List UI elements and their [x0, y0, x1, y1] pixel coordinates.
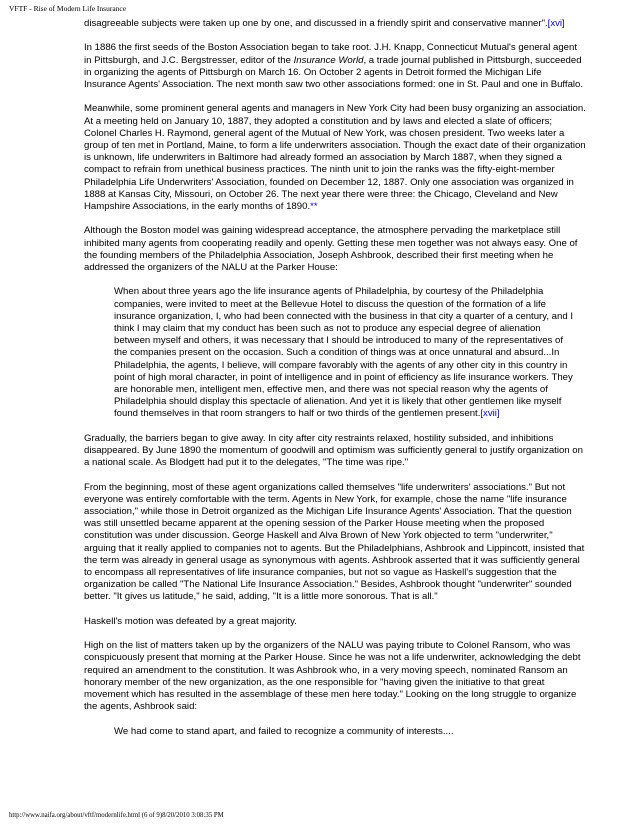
print-footer-url: http://www.naifa.org/about/vftf/modernlife.html (6 of 9)8/20/2010 3:08:35 PM — [9, 812, 224, 819]
paragraph — [84, 18, 586, 30]
publication-title: Insurance World — [293, 54, 364, 66]
paragraph: High on the list of matters taken up by the organizers of the NALU was paying tribute to Colonel Ransom, who was conspicuously present that morning at the Parker House. Since he was not a life underwriter, acknowledging the debt required an amendment to the constitution. It was Ashbrook who, in a very moving speech, nominated Ransom an honorary member of the new organization, as the one responsible for "having given the initiative to that great movement which has resulted in the assemblage of these men here today." Looking on the long struggle to organize the agents, Ashbrook said: — [84, 640, 581, 713]
block-quote: We had come to stand apart, and failed to recognize a community of interests.... — [114, 725, 454, 737]
paragraph: From the beginning, most of these agent organizations called themselves "life underwriters' associations." But not everyone was entirely comfortable with the term. Agents in New York, for example, chose the name "life insurance association," while those in Detroit organized as the Michigan Life Insurance Agents' Association. That the question was still unsettled became apparent at the opening session of the Parker House meeting when the proposed constitution was under discussion. George Haskell and Alva Brown of New York objected to term "underwriter," arguing that it really applied to companies not to agents. But the Philadelphians, Ashbrook and Lippincott, insisted that the term was already in general usage as synonymous with agents. Ashbrook asserted that it was sufficiently general to encompass all representatives of life insurance companies, but not so vague as Haskell's suggestion that the organization be called "The National Life Insurance Association." Besides, Ashbrook thought "underwriter" sounded better. "It gives us latitude," he said, adding, "It is a little more sonorous. That is all." — [84, 481, 585, 603]
paragraph: Haskell's motion was defeated by a great majority. — [84, 615, 297, 627]
paragraph: Gradually, the barriers began to give away. In city after city restraints relaxed, hostility subsided, and inhibitions disappeared. By June 1890 the momentum of goodwill and optimism was sufficiently general to justify organization on a national scale. As Blodgett had put it to the delegates, "The time was ripe." — [84, 432, 583, 469]
footnote-link-asterisks[interactable]: ** — [310, 201, 318, 213]
paragraph-text: disagreeable subjects were taken up one by one, and discussed in a friendly spirit and conservative manner". — [84, 18, 548, 29]
footnote-link-xvi[interactable]: [xvi] — [547, 18, 565, 29]
footnote-link-xvii[interactable]: [xvii] — [480, 408, 500, 420]
paragraph — [84, 103, 586, 213]
block-quote — [84, 286, 586, 420]
print-header: VFTF - Rise of Modern Life Insurance — [9, 4, 127, 13]
paragraph — [84, 42, 586, 91]
paragraph-text: In 1886 the first seeds of the Boston Association began to take root. J.H. Knapp, Connecticut Mutual's general agent in Pittsburgh, and J.C. Bergstresser, editor of the — [84, 42, 578, 66]
paragraph: Although the Boston model was gaining widespread acceptance, the atmosphere pervading the marketplace still inhibited many agents from cooperating readily and openly. Getting these men together was not always easy. One of the founding members of the Philadelphia Association, Joseph Ashbrook, described their first meeting when he addressed the organizers of the NALU at the Parker House: — [84, 225, 578, 274]
quote-text: When about three years ago the life insurance agents of Philadelphia, by courtesy of the Philadelphia companies, were invited to meet at the Bellevue Hotel to discuss the question of the formation of a life insurance organization, I, who had been connected with the business in that city a quarter of a century, and I think I may claim that my conduct has been such as not to produce any especial degree of alienation between myself and others, it was necessary that I should be introduced to many of the representatives of the companies present on the occasion. Such a condition of things was at once unnatural and absurd...In Philadelphia, the agents, I believe, will compare favorably with the agents of any other city in this country in point of high moral character, in point of intelligence and in point of efficiency as life insurance workers. They are honorable men, intelligent men, effective men, and there was not special reason why the agents of Philadelphia should display this spectacle of alienation. And yet it is likely that other gentlemen like myself found themselves in that room strangers to half or two thirds of the gentlemen present. — [114, 286, 574, 420]
paragraph-text: , a trade journal published in Pittsburgh, succeeded in organizing the agents of Pittsburgh on March 16. On October 2 agents in Detroit formed the Michigan Life Insurance Agents' Association. The next month saw two other associations formed: one in St. Paul and one in Buffalo. — [84, 54, 584, 90]
paragraph-text: Meanwhile, some prominent general agents and managers in New York City had been busy organizing an association. At a meeting held on January 10, 1887, they adopted a constitution and by laws and elected a slate of officers; Colonel Charles H. Raymond, general agent of the Mutual of New York, was chosen president. Two weeks later a group of ten met in Portland, Maine, to form a life underwriters association. Though the exact date of their organization is unknown, life underwriters in Baltimore had already formed an association by March 1887, when they signed a compact to refrain from unethical business practices. The ninth unit to join the ranks was the fifty-eight-member Philadelphia Life Underwriters' Association, founded on December 12, 1887. Only one association was organized in 1888 at Kansas City, Missouri, on October 26. The next year there were three: the Chicago, Cleveland and New Hampshire Associations, in the early months of 1890. — [84, 103, 586, 213]
article-body — [84, 18, 586, 750]
